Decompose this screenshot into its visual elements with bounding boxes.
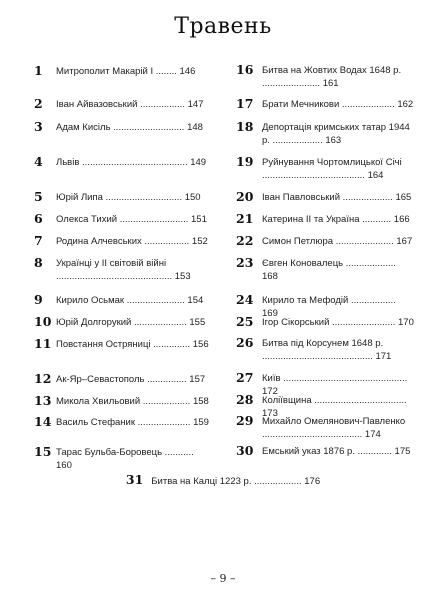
entry-number: 21 bbox=[236, 211, 254, 226]
toc-entry bbox=[34, 415, 210, 429]
entry-text: Іван Павловський ................... 165 bbox=[262, 192, 412, 203]
entry-number: 13 bbox=[34, 393, 52, 408]
entry-text: Симон Петлюра ...................... 167 bbox=[262, 236, 413, 247]
entry-text: Михайло Омелянович-Павленко ...................................... 174 bbox=[262, 416, 406, 440]
toc-entry bbox=[34, 337, 210, 351]
toc-entry bbox=[34, 234, 210, 248]
entry-number: 10 bbox=[34, 314, 52, 329]
entry-text: Юрій Долгорукий .................... 155 bbox=[56, 317, 206, 328]
toc-entry bbox=[236, 190, 414, 204]
entry-number: 14 bbox=[34, 414, 52, 429]
toc-entry bbox=[236, 63, 414, 90]
entry-text: Повстання Остряниці .............. 156 bbox=[56, 339, 209, 350]
entry-number: 27 bbox=[236, 370, 254, 385]
toc-entry bbox=[236, 212, 414, 226]
toc-entry bbox=[236, 97, 414, 111]
entry-number: 2 bbox=[34, 96, 43, 111]
entry-text: Микола Хвильовий .................. 158 bbox=[56, 396, 209, 407]
entry-text: Олекса Тихий .......................... 151 bbox=[56, 214, 207, 225]
toc-entry bbox=[34, 190, 210, 204]
toc-entry bbox=[34, 97, 210, 111]
entry-text: Брати Мечникови .................... 162 bbox=[262, 99, 414, 110]
entry-number: 24 bbox=[236, 292, 254, 307]
entry-number: 7 bbox=[34, 233, 43, 248]
entry-number: 19 bbox=[236, 154, 254, 169]
entry-text: Кирило та Мефодій ................. 169 bbox=[262, 295, 396, 319]
entry-text: Іван Айвазовський ................. 147 bbox=[56, 99, 204, 110]
entry-text: Українці у II світовій війні ............................................ 153 bbox=[56, 258, 191, 282]
toc-entry bbox=[34, 212, 210, 226]
toc-entry bbox=[34, 293, 210, 307]
entry-text: Юрій Липа ............................. 150 bbox=[56, 192, 201, 203]
entry-text: Емський указ 1876 р. ............. 175 bbox=[262, 446, 411, 457]
entry-text: Родина Алчевських ................. 152 bbox=[56, 236, 208, 247]
entry-text: Руйнування Чортомлицької Січі ....................................... 164 bbox=[262, 157, 402, 181]
toc-entry bbox=[34, 445, 210, 472]
entry-number: 3 bbox=[34, 119, 43, 134]
entry-number: 8 bbox=[34, 255, 43, 270]
entry-number: 18 bbox=[236, 119, 254, 134]
entry-text: Депортація кримських татар 1944 р. ................... 163 bbox=[262, 122, 410, 146]
toc-entry bbox=[34, 394, 210, 408]
toc-entry bbox=[236, 315, 414, 329]
entry-text: Коліївщина ................................... 173 bbox=[262, 395, 407, 419]
entry-text: Битва під Корсунем 1648 р. .......................................... 171 bbox=[262, 338, 392, 362]
toc-entry bbox=[34, 315, 210, 329]
entry-number: 22 bbox=[236, 233, 254, 248]
toc-entry-bottom bbox=[0, 472, 446, 487]
entry-text: Катерина ІІ та Україна ........... 166 bbox=[262, 214, 410, 225]
entry-text: Львів ........................................ 149 bbox=[56, 157, 207, 168]
entry-number: 30 bbox=[236, 443, 254, 458]
toc-entry bbox=[236, 444, 414, 458]
entry-number: 29 bbox=[236, 413, 254, 428]
toc-entry bbox=[236, 120, 414, 147]
entry-text: Митрополит Макарій I ........ 146 bbox=[56, 66, 196, 77]
entry-text: Василь Стефаник .................... 159 bbox=[56, 417, 209, 428]
entry-text: Тарас Бульба-Боровець ........... 160 bbox=[56, 447, 194, 471]
entry-number: 17 bbox=[236, 96, 254, 111]
entry-number: 6 bbox=[34, 211, 43, 226]
toc-entry bbox=[236, 256, 414, 283]
page-number: – 9 – bbox=[210, 572, 236, 585]
entry-number: 25 bbox=[236, 314, 254, 329]
entry-number: 28 bbox=[236, 392, 254, 407]
entry-number: 15 bbox=[34, 444, 52, 459]
entry-text: Євген Коновалець ................... 168 bbox=[262, 258, 396, 282]
entry-text: Битва на Жовтих Водах 1648 р. ...................... 161 bbox=[262, 65, 402, 89]
page-title: Травень bbox=[174, 14, 272, 39]
entry-text: Битва на Калці 1223 р. .................. 176 bbox=[151, 476, 321, 487]
toc-entry bbox=[236, 336, 414, 363]
entry-number: 20 bbox=[236, 189, 254, 204]
entry-text: Київ ............................................... 172 bbox=[262, 373, 408, 397]
toc-entry bbox=[34, 64, 210, 78]
entry-number: 1 bbox=[34, 63, 43, 78]
entry-text: Кирило Осьмак ...................... 154 bbox=[56, 295, 204, 306]
entry-number: 31 bbox=[125, 472, 144, 487]
entry-number: 16 bbox=[236, 62, 254, 77]
entry-text: Адам Кисіль ........................... 148 bbox=[56, 122, 203, 133]
toc-entry bbox=[34, 120, 210, 134]
entry-text: Ігор Сікорський ........................ 170 bbox=[262, 317, 414, 328]
entry-number: 12 bbox=[34, 371, 52, 386]
toc-entry bbox=[236, 414, 414, 441]
toc-entry bbox=[236, 155, 414, 182]
entry-text: Ак-Яр–Севастополь ............... 157 bbox=[56, 374, 206, 385]
toc-entry bbox=[236, 234, 414, 248]
entry-number: 11 bbox=[34, 336, 52, 351]
entry-number: 23 bbox=[236, 255, 254, 270]
entry-number: 5 bbox=[34, 189, 43, 204]
toc-entry bbox=[34, 155, 210, 169]
entry-number: 9 bbox=[34, 292, 43, 307]
entry-number: 26 bbox=[236, 335, 254, 350]
toc-entry bbox=[34, 256, 210, 283]
toc-entry bbox=[34, 372, 210, 386]
entry-number: 4 bbox=[34, 154, 43, 169]
